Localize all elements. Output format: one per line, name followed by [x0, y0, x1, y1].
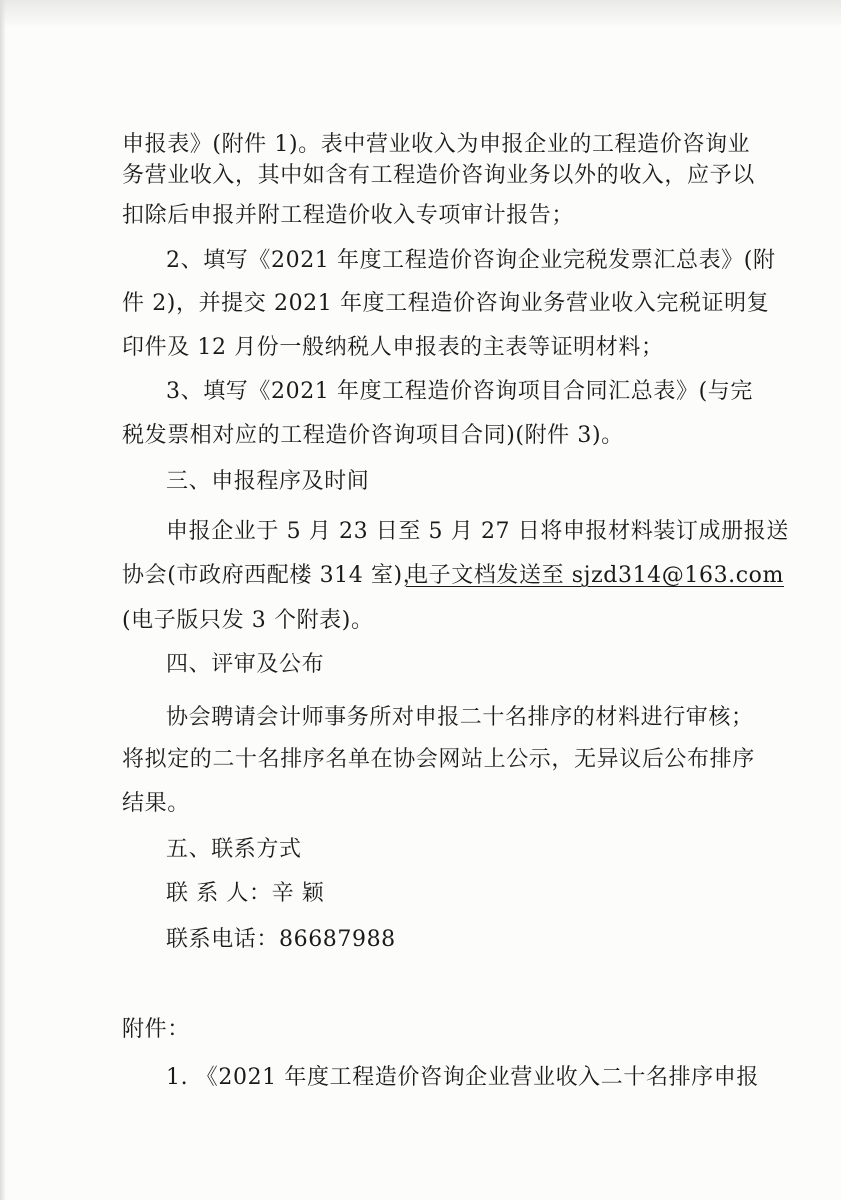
text-line: 协会聘请会计师事务所对申报二十名排序的材料进行审核； — [166, 705, 754, 730]
text-line: 务营业收入，其中如含有工程造价咨询业务以外的收入，应予以 — [122, 163, 755, 188]
text-line: 协会(市政府西配楼 314 室)， — [122, 563, 426, 588]
scan-shadow-left — [0, 0, 6, 1200]
section-heading: 三、申报程序及时间 — [166, 469, 370, 494]
text-line: 扣除后申报并附工程造价收入专项审计报告； — [122, 203, 575, 228]
text-line: 3、填写《2021 年度工程造价咨询项目合同汇总表》(与完 — [166, 379, 753, 404]
contact-person: 联 系 人：辛 颖 — [166, 881, 325, 906]
text-line: (电子版只发 3 个附表)。 — [122, 608, 374, 633]
section-heading: 四、评审及公布 — [166, 652, 325, 677]
text-line: 2、填写《2021 年度工程造价咨询企业完税发票汇总表》(附 — [166, 248, 776, 273]
text-line: 印件及 12 月份一般纳税人申报表的主表等证明材料； — [122, 335, 664, 360]
text-line: 将拟定的二十名排序名单在协会网站上公示，无异议后公布排序 — [122, 747, 755, 772]
text-line: 件 2)，并提交 2021 年度工程造价咨询业务营业收入完税证明复 — [122, 291, 770, 316]
section-heading: 五、联系方式 — [166, 837, 302, 862]
text-line: 税发票相对应的工程造价咨询项目合同)(附件 3)。 — [122, 423, 624, 448]
text-line: 申报企业于 5 月 23 日至 5 月 27 日将申报材料装订成册报送 — [166, 519, 789, 544]
email-link[interactable]: 电子文档发送至 sjzd314@163.com — [406, 563, 784, 588]
scan-shadow-top — [0, 0, 841, 28]
attachment-item: 1. 《2021 年度工程造价咨询企业营业收入二十名排序申报 — [166, 1065, 759, 1090]
text-line: 申报表》(附件 1)。表中营业收入为申报企业的工程造价咨询业 — [122, 132, 751, 157]
attachments-heading: 附件： — [122, 1017, 190, 1042]
contact-phone: 联系电话：86687988 — [166, 927, 396, 952]
text-line: 结果。 — [122, 791, 190, 816]
